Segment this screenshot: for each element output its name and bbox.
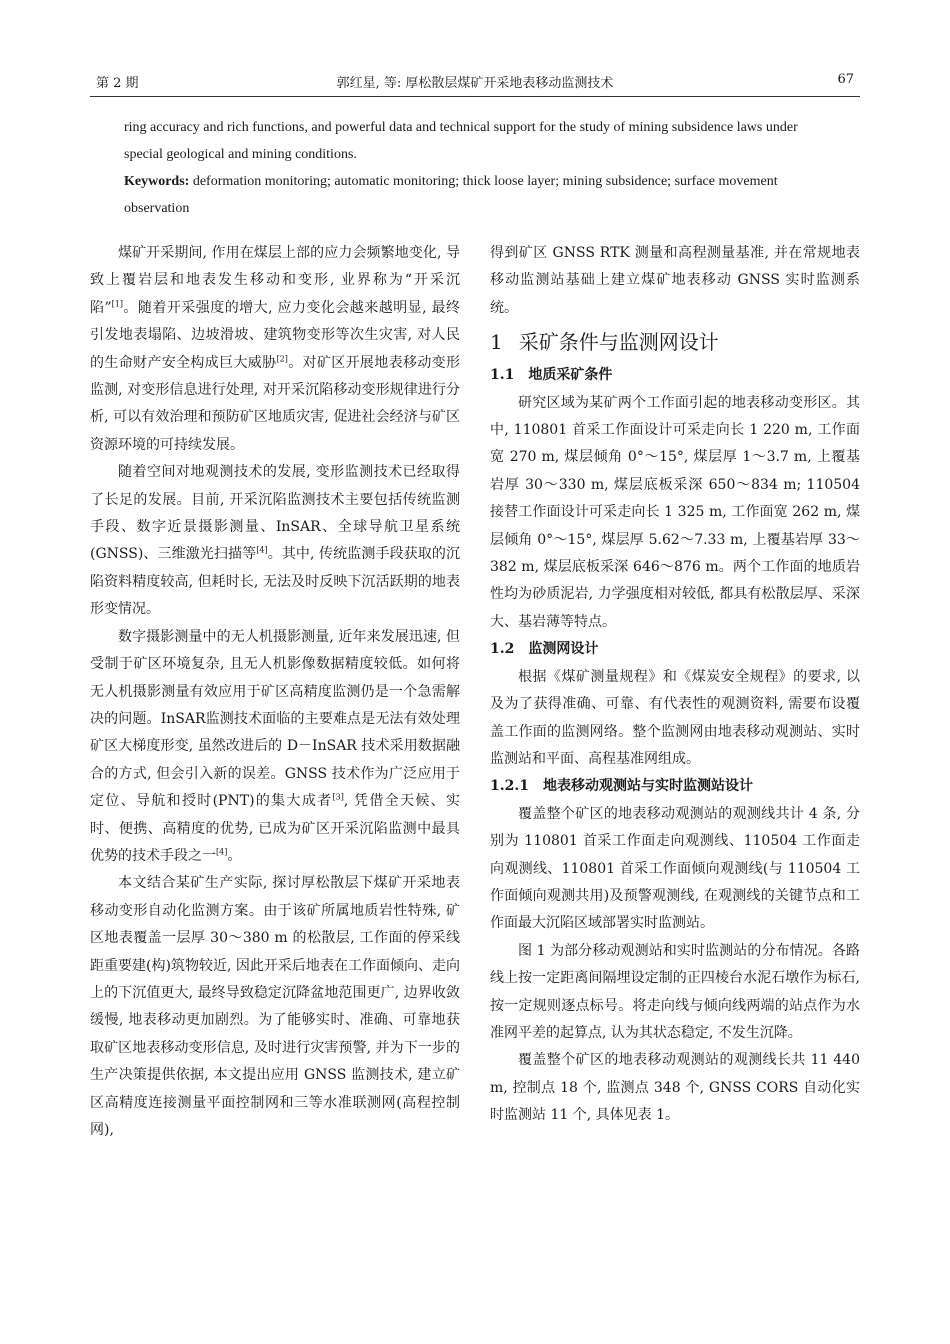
- abstract-text: ring accuracy and rich functions, and powerful data and technical support for the study of mining subsidence laws under special geological and mining conditions.: [124, 120, 798, 162]
- left-column: [90, 240, 460, 1144]
- paragraph-observation-lines: 覆盖整个矿区的地表移动观测站的观测线共计 4 条, 分别为 110801 首采工作面走向观测线、110504 工作面走向观测线、110801 首采工作面倾向观测线(与 110504 工作面倾向观测共用)及预警观测线, 在观测线的关键节点和工作面最大沉陷区域部署实时监测站。: [490, 805, 860, 932]
- citation: [4]: [256, 545, 268, 555]
- keywords-text: deformation monitoring; automatic monitoring; thick loose layer; mining subsidence; surface movement observation: [124, 174, 778, 216]
- running-title: 郭红星, 等: 厚松散层煤矿开采地表移动监测技术: [336, 76, 614, 91]
- paragraph-intro-3: 数字摄影测量中的无人机摄影测量, 近年来发展迅速, 但受制于矿区环境复杂, 且无人机影像数据精度较低。如何将无人机摄影测量有效应用于矿区高精度监测仍是一个急需解决的问题。InSAR监测技术面临的主要难点是无法有效处理矿区大梯度形变, 虽然改进后的 D－InSAR 技术采用数据融合的方式, 但会引入新的误差。GNSS 技术作为广泛应用于定位、导航和授时(PNT)的集大成者[3], 凭借全天候、实时、便携、高精度的优势, 已成为矿区开采沉陷监测中最具优势的技术手段之一[4]。: [90, 628, 460, 864]
- citation: [1]: [111, 299, 123, 309]
- citation: [2]: [276, 353, 288, 363]
- subsection-heading-1-2-1: 1.2.1 地表移动观测站与实时监测站设计: [490, 778, 753, 795]
- subsection-heading-1-1: 1.1 地质采矿条件: [490, 367, 613, 384]
- paragraph-continuation: 得到矿区 GNSS RTK 测量和高程测量基准, 并在常规地表移动监测站基础上建立煤矿地表移动 GNSS 实时监测系统。: [490, 245, 860, 316]
- paragraph-intro-2: 随着空间对地观测技术的发展, 变形监测技术已经取得了长足的发展。目前, 开采沉陷监测技术主要包括传统监测手段、数字近景摄影测量、InSAR、全球导航卫星系统(GNSS)、三维激光扫描等[4]。其中, 传统监测手段获取的沉陷资料精度较高, 但耗时长, 无法及时反映下沉活跃期的地表形变情况。: [90, 464, 461, 618]
- paragraph-intro-4: 本文结合某矿生产实际, 探讨厚松散层下煤矿开采地表移动变形自动化监测方案。由于该矿所属地质岩性特殊, 矿区地表覆盖一层厚 30～380 m 的松散层, 工作面的停采线距重要建(构)筑物较近, 因此开采后地表在工作面倾向、走向上的下沉值更大, 最终导致稳定沉降盆地范围更广, 边界收敛缓慢, 地表移动更加剧烈。为了能够实时、准确、可靠地获取矿区地表移动变形信息, 及时进行灾害预警, 并为下一步的生产决策提供依据, 本文提出应用 GNSS 监测技术, 建立矿区高精度连接测量平面控制网和三等水准联测网(高程控制网),: [90, 875, 460, 1138]
- abstract-continuation: [124, 114, 839, 222]
- paragraph-geology: 研究区域为某矿两个工作面引起的地表移动变形区。其中, 110801 首采工作面设计可采走向长 1 220 m, 工作面宽 270 m, 煤层倾角 0°～15°, 煤层厚 1～3.7 m, 上覆基岩厚 30～330 m, 煤层底板采深 650～834 m; 110504 接替工作面设计可采走向长 1 325 m, 工作面宽 262 m, 煤层倾角 0°～15°, 煤层厚 5.62～7.33 m, 上覆基岩厚 33～382 m, 煤层底板采深 646～876 m。两个工作面的地质岩性均为砂质泥岩, 力学强度相对较低, 都具有松散层厚、采深大、基岩薄等特点。: [490, 394, 860, 630]
- paragraph-statistics: 覆盖整个矿区的地表移动观测站的观测线长共 11 440 m, 控制点 18 个, 监测点 348 个, GNSS CORS 自动化实时监测站 11 个, 具体见表 1。: [490, 1052, 860, 1124]
- paragraph-network: 根据《煤矿测量规程》和《煤炭安全规程》的要求, 以及为了获得准确、可靠、有代表性的观测资料, 需要布设覆盖工作面的监测网络。整个监测网由地表移动观测站、实时监测站和平面、高程基准网组成。: [490, 668, 860, 767]
- page-number: 67: [837, 72, 854, 87]
- issue-number: 第 2 期: [96, 76, 139, 91]
- subsection-heading-1-2: 1.2 监测网设计: [490, 641, 599, 658]
- header-rule: [90, 96, 860, 97]
- paragraph-intro-1: 煤矿开采期间, 作用在煤层上部的应力会频繁地变化, 导致上覆岩层和地表发生移动和变形, 业界称为“开采沉陷”[1]。随着开采强度的增大, 应力变化会越来越明显, 最终引发地表塌陷、边坡滑坡、建筑物变形等次生灾害, 对人民的生命财产安全构成巨大威胁[2]。对矿区开展地表移动变形监测, 对变形信息进行处理, 对开采沉陷移动变形规律进行分析, 可以有效治理和预防矿区地质灾害, 促进社会经济与矿区资源环境的可持续发展。: [90, 245, 461, 453]
- citation: [4]: [216, 847, 228, 857]
- paragraph-figure-1: 图 1 为部分移动观测站和实时监测站的分布情况。各路线上按一定距离间隔埋设定制的正四棱台水泥石墩作为标石, 按一定规则逐点标号。将走向线与倾向线两端的站点作为水准网平差的起算点, 认为其状态稳定, 不发生沉降。: [490, 942, 860, 1041]
- keywords-label: Keywords:: [124, 174, 190, 189]
- citation: [3]: [332, 792, 344, 802]
- section-heading-1: 1 采矿条件与监测网设计: [490, 330, 719, 355]
- keywords: [124, 168, 839, 222]
- running-header: [96, 74, 854, 96]
- right-column: [490, 240, 860, 1130]
